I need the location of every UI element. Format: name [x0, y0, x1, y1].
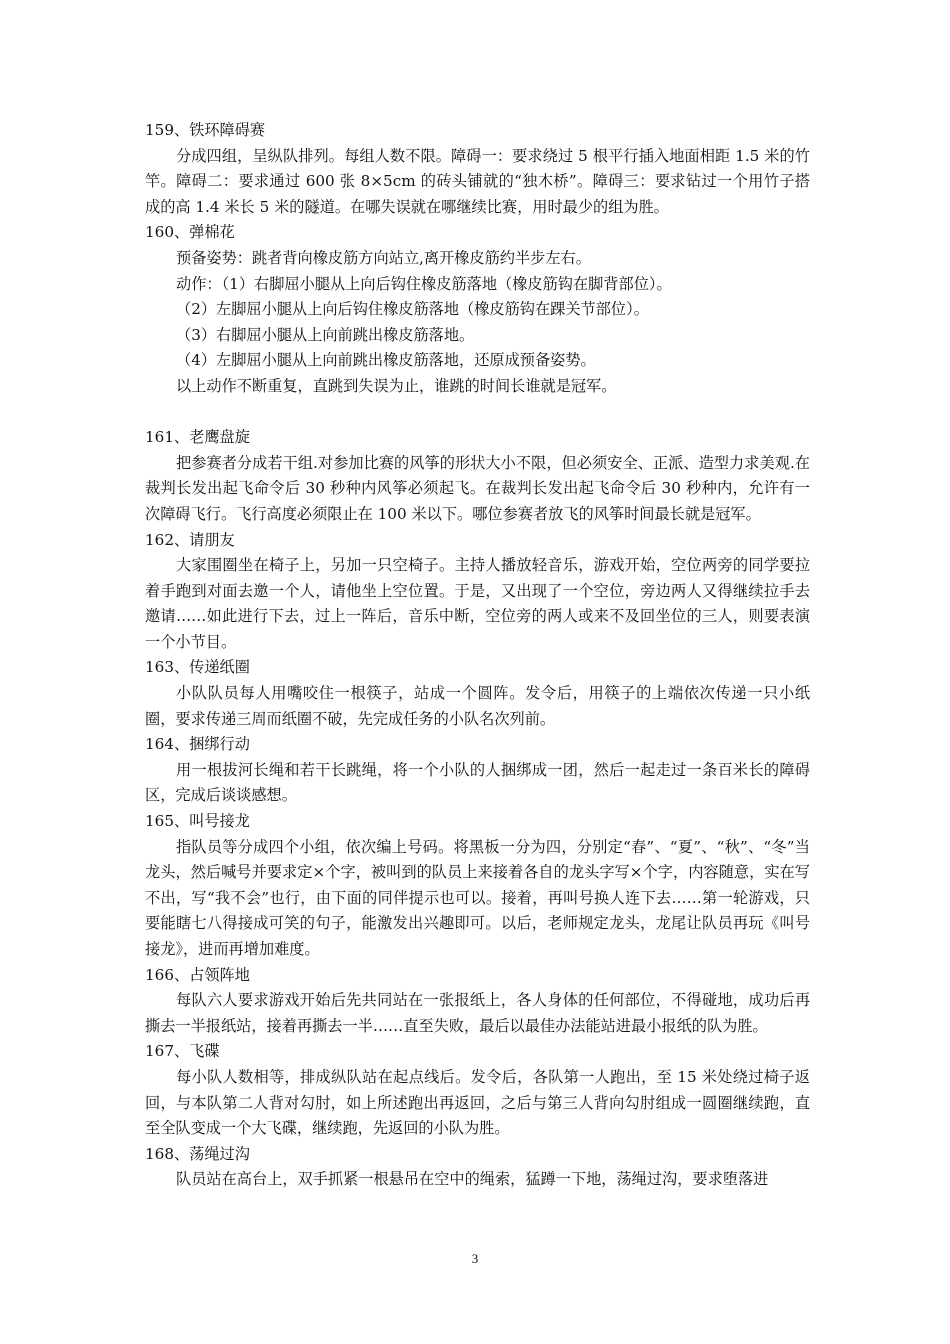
section-heading: 159、铁环障碍赛 — [145, 121, 266, 139]
paragraph: 每小队人数相等，排成纵队站在起点线后。发令后，各队第一人跑出，至 15 米处绕过椅子返回，与本队第二人背对勾肘，如上所述跑出再返回，之后与第三人背向勾肘组成一圆圈继续跑，直至全队变成一个大飞碟，继续跑，先返回的小队为胜。 — [145, 1067, 810, 1138]
paragraph: 把参赛者分成若干组.对参加比赛的风筝的形状大小不限，但必须安全、正派、造型力求美观.在裁判长发出起飞命令后 30 秒种内风筝必须起飞。在裁判长发出起飞命令后 30 秒种内，允许有一次障碍飞行。飞行高度必须限止在 100 米以下。哪位参赛者放飞的风筝时间最长就是冠军。 — [145, 453, 810, 523]
section-heading: 161、老鹰盘旋 — [145, 428, 250, 447]
paragraph: 预备姿势：跳者背向橡皮筋方向站立,离开橡皮筋约半步左右。 — [176, 248, 591, 267]
section-heading: 163、传递纸圈 — [145, 658, 250, 677]
paragraph: 指队员等分成四个小组，依次编上号码。将黑板一分为四，分别定“春”、“夏”、“秋”、“冬”当龙头，然后喊号并要求定×个字，被叫到的队员上来接着各自的龙头字写×个字，内容随意，实在写不出，写“我不会”也行，由下面的同伴提示也可以。接着，再叫号换人连下去……第一轮游戏，只要能瞎七八得接成可笑的句子，能激发出兴趣即可。以后，老师规定龙头，龙尾让队员再玩《叫号接龙》，进而再增加难度。 — [145, 837, 810, 958]
document-body — [145, 118, 810, 1193]
section-heading: 166、占领阵地 — [145, 965, 250, 984]
paragraph: （3）右脚屈小腿从上向前跳出橡皮筋落地。 — [176, 325, 475, 344]
paragraph: 小队队员每人用嘴咬住一根筷子，站成一个圆阵。发令后，用筷子的上端依次传递一只小纸圈，要求传递三周而纸圈不破，先完成任务的小队名次列前。 — [145, 684, 810, 728]
blank-line — [145, 400, 810, 426]
section-heading: 162、请朋友 — [145, 530, 235, 549]
paragraph: 分成四组，呈纵队排列。每组人数不限。障碍一：要求绕过 5 根平行插入地面相距 1.5 米的竹竿。障碍二：要求通过 600 张 8×5cm 的砖头铺就的“独木桥”。障碍三：要求钻过一个用竹子搭成的高 1.4 米长 5 米的隧道。在哪失误就在哪继续比赛，用时最少的组为胜。 — [145, 146, 810, 216]
section-heading: 168、荡绳过沟 — [145, 1144, 250, 1163]
section-heading: 165、叫号接龙 — [145, 812, 250, 831]
paragraph: （4）左脚屈小腿从上向前跳出橡皮筋落地，还原成预备姿势。 — [176, 351, 596, 370]
section-heading: 164、捆绑行动 — [145, 735, 250, 754]
paragraph: 大家围圈坐在椅子上，另加一只空椅子。主持人播放轻音乐，游戏开始，空位两旁的同学要拉着手跑到对面去邀一个人，请他坐上空位置。于是，又出现了一个空位，旁边两人又得继续拉手去邀请……如此进行下去，过上一阵后，音乐中断，空位旁的两人或来不及回坐位的三人，则要表演一个小节目。 — [145, 556, 810, 651]
paragraph: 每队六人要求游戏开始后先共同站在一张报纸上，各人身体的任何部位，不得碰地，成功后再撕去一半报纸站，接着再撕去一半……直至失败，最后以最佳办法能站进最小报纸的队为胜。 — [145, 991, 810, 1035]
page-number: 3 — [471, 1251, 479, 1266]
paragraph: 以上动作不断重复，直跳到失误为止，谁跳的时间长谁就是冠军。 — [176, 376, 617, 395]
paragraph: 动作：（1）右脚屈小腿从上向后钩住橡皮筋落地（橡皮筋钩在脚背部位）。 — [176, 274, 672, 293]
section-heading: 160、弹棉花 — [145, 223, 235, 242]
paragraph: （2）左脚屈小腿从上向后钩住橡皮筋落地（橡皮筋钩在踝关节部位）。 — [176, 300, 649, 319]
section-heading: 167、飞碟 — [145, 1042, 220, 1061]
paragraph: 用一根拔河长绳和若干长跳绳，将一个小队的人捆绑成一团，然后一起走过一条百米长的障碍区，完成后谈谈感想。 — [145, 760, 810, 805]
paragraph: 队员站在高台上，双手抓紧一根悬吊在空中的绳索，猛蹲一下地，荡绳过沟，要求堕落进 — [176, 1170, 769, 1189]
